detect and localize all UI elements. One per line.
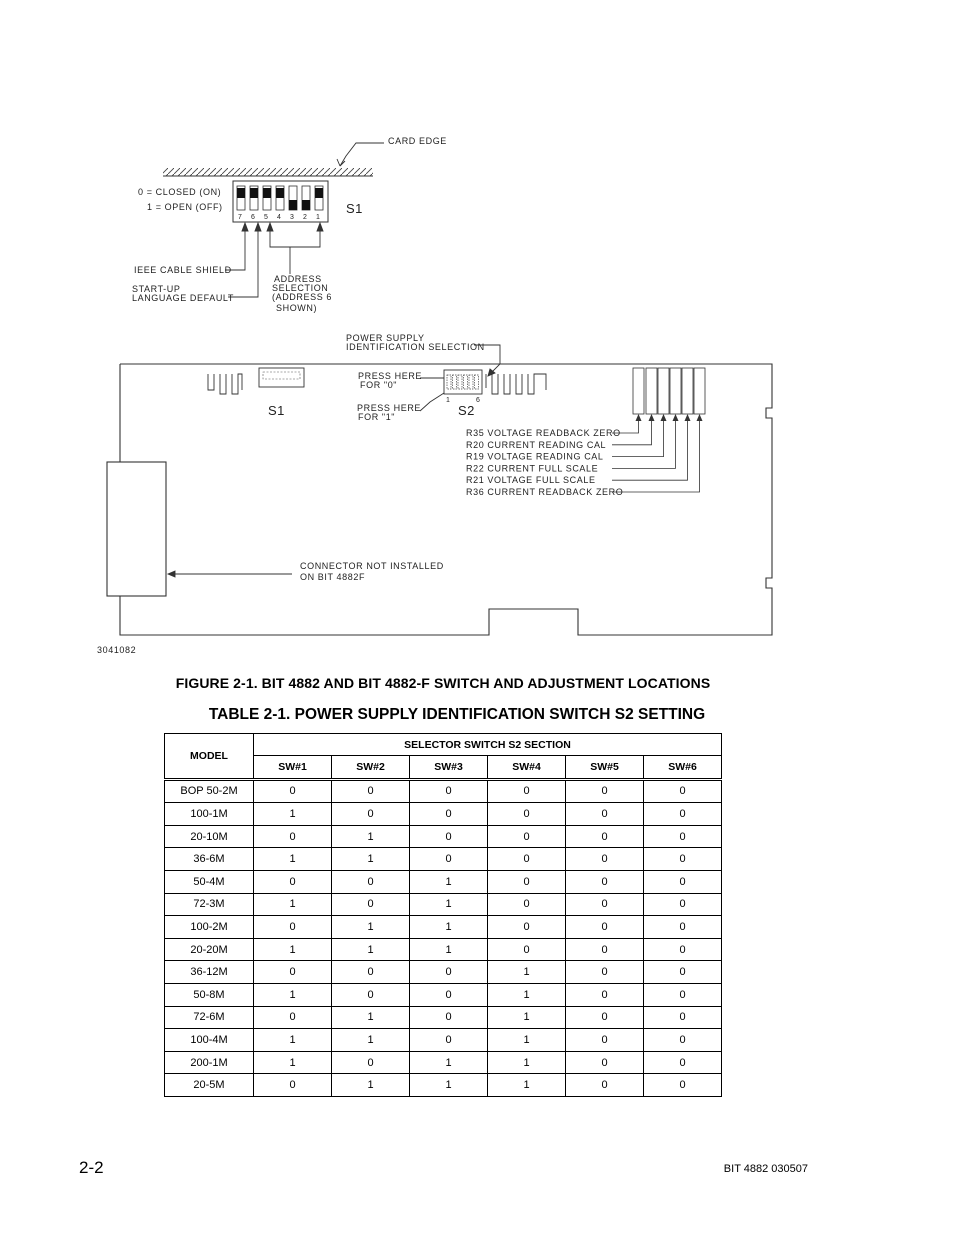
table-row — [165, 983, 722, 1006]
switch-value-cell: 0 — [254, 779, 332, 803]
model-cell: BOP 50-2M — [165, 779, 254, 803]
table-row — [165, 870, 722, 893]
switch-value-cell: 0 — [566, 848, 644, 871]
switch-value-cell: 0 — [410, 803, 488, 826]
dip-number: 4 — [277, 214, 281, 221]
table-title: TABLE 2-1. POWER SUPPLY IDENTIFICATION SWITCH S2 SETTING — [208, 706, 706, 723]
pot-arrow — [697, 414, 703, 421]
pot-label: R22 CURRENT FULL SCALE — [466, 463, 599, 474]
switch-value-cell: 0 — [410, 1006, 488, 1029]
address-label-2: SELECTION — [272, 283, 329, 293]
switch-value-cell: 1 — [410, 1074, 488, 1097]
column-header: SW#4 — [488, 756, 566, 780]
pot-label: R20 CURRENT READING CAL — [466, 439, 607, 450]
switch-value-cell: 1 — [332, 1006, 410, 1029]
switch-value-cell: 0 — [410, 848, 488, 871]
potentiometer — [633, 368, 644, 414]
model-cell: 20-10M — [165, 825, 254, 848]
switch-value-cell: 1 — [410, 893, 488, 916]
pot-arrow — [673, 414, 679, 421]
press1-label-2: FOR "1" — [358, 412, 396, 422]
switch-value-cell: 0 — [410, 825, 488, 848]
switch-value-cell: 1 — [410, 1051, 488, 1074]
document-id: BIT 4882 030507 — [723, 1163, 808, 1175]
switch-value-cell: 0 — [566, 938, 644, 961]
switch-value-cell: 0 — [332, 893, 410, 916]
switch-value-cell: 0 — [644, 1006, 722, 1029]
potentiometer — [682, 368, 693, 414]
pot-arrow — [649, 414, 655, 421]
s2-section — [464, 375, 468, 389]
drawing-number: 3041082 — [97, 645, 137, 655]
board-s1-switch — [259, 368, 304, 418]
switch-value-cell: 1 — [254, 803, 332, 826]
pot-callout-line — [612, 420, 664, 457]
switch-value-cell: 0 — [254, 870, 332, 893]
pot-arrow — [685, 414, 691, 421]
switch-value-cell: 1 — [254, 848, 332, 871]
potentiometer — [658, 368, 669, 414]
switch-value-cell: 0 — [644, 803, 722, 826]
board-s2-label: S2 — [458, 403, 475, 418]
switch-value-cell: 0 — [332, 779, 410, 803]
s2-section — [447, 375, 451, 389]
board-outline — [120, 364, 772, 635]
dip-number: 5 — [264, 214, 268, 221]
startup-label-1: START-UP — [132, 284, 181, 294]
s1-detail-label: S1 — [346, 201, 363, 216]
switch-value-cell: 0 — [488, 870, 566, 893]
switch-value-cell: 1 — [488, 1074, 566, 1097]
dip-number: 2 — [303, 214, 307, 221]
switch-value-cell: 0 — [254, 916, 332, 939]
press0-label-2: FOR "0" — [360, 380, 398, 390]
switch-value-cell: 0 — [488, 893, 566, 916]
switch-value-cell: 0 — [488, 848, 566, 871]
pot-label: R21 VOLTAGE FULL SCALE — [466, 475, 596, 486]
switch-value-cell: 0 — [644, 1029, 722, 1052]
connector — [107, 462, 166, 596]
switch-value-cell: 1 — [488, 983, 566, 1006]
s2-setting-table — [164, 733, 722, 1097]
potentiometer — [670, 368, 681, 414]
pot-callout-line — [612, 420, 688, 480]
switch-value-cell: 0 — [644, 848, 722, 871]
address-label-4: SHOWN) — [276, 303, 318, 313]
switch-value-cell: 1 — [332, 916, 410, 939]
column-header: SW#2 — [332, 756, 410, 780]
switch-value-cell: 0 — [488, 779, 566, 803]
card-edge-label: CARD EDGE — [388, 136, 447, 146]
s2-callouts — [420, 345, 500, 411]
legend-closed: 0 = CLOSED (ON) — [138, 187, 222, 197]
column-header: SW#3 — [410, 756, 488, 780]
address-label-3: (ADDRESS 6 — [272, 292, 333, 302]
dip-number: 3 — [290, 214, 294, 221]
switch-value-cell: 1 — [488, 1029, 566, 1052]
s2-number-6: 6 — [476, 397, 480, 404]
model-cell: 72-6M — [165, 1006, 254, 1029]
switch-value-cell: 1 — [332, 848, 410, 871]
model-cell: 20-5M — [165, 1074, 254, 1097]
switch-value-cell: 0 — [566, 916, 644, 939]
switch-value-cell: 1 — [254, 983, 332, 1006]
switch-value-cell: 1 — [332, 1029, 410, 1052]
switch-value-cell: 1 — [332, 1074, 410, 1097]
switch-value-cell: 0 — [644, 779, 722, 803]
potentiometer-group — [612, 368, 705, 492]
switch-value-cell: 0 — [332, 870, 410, 893]
s2-section — [453, 375, 457, 389]
dip-number: 1 — [316, 214, 320, 221]
switch-value-cell: 0 — [254, 1074, 332, 1097]
table-row — [165, 1074, 722, 1097]
switch-value-cell: 0 — [566, 1006, 644, 1029]
dip-number: 6 — [251, 214, 255, 221]
switch-value-cell: 1 — [254, 938, 332, 961]
model-cell: 36-6M — [165, 848, 254, 871]
switch-value-cell: 0 — [254, 961, 332, 984]
board-s1-label: S1 — [268, 403, 285, 418]
switch-value-cell: 0 — [566, 893, 644, 916]
press1-label-1: PRESS HERE — [357, 403, 422, 413]
table-row — [165, 803, 722, 826]
switch-value-cell: 0 — [332, 803, 410, 826]
switch-value-cell: 0 — [644, 825, 722, 848]
table-row — [165, 825, 722, 848]
legend-open: 1 = OPEN (OFF) — [147, 202, 223, 212]
connector-label-2: ON BIT 4882F — [300, 572, 366, 582]
dip-number: 7 — [238, 214, 242, 221]
switch-value-cell: 0 — [644, 893, 722, 916]
dip-knob — [315, 188, 323, 198]
s2-number-1: 1 — [446, 397, 450, 404]
switch-value-cell: 1 — [254, 1051, 332, 1074]
model-cell: 200-1M — [165, 1051, 254, 1074]
column-header: SW#1 — [254, 756, 332, 780]
switch-value-cell: 0 — [644, 938, 722, 961]
switch-value-cell: 0 — [644, 1074, 722, 1097]
model-cell: 20-20M — [165, 938, 254, 961]
model-cell: 100-2M — [165, 916, 254, 939]
startup-label-2: LANGUAGE DEFAULT — [132, 293, 234, 303]
switch-value-cell: 0 — [566, 1074, 644, 1097]
s2-section — [469, 375, 473, 389]
switch-value-cell: 0 — [410, 1029, 488, 1052]
switch-value-cell: 0 — [566, 961, 644, 984]
model-header: MODEL — [165, 734, 254, 780]
table-row — [165, 916, 722, 939]
model-cell: 36-12M — [165, 961, 254, 984]
table-row — [165, 848, 722, 871]
press0-label-1: PRESS HERE — [358, 371, 423, 381]
switch-value-cell: 0 — [566, 983, 644, 1006]
pot-label: R35 VOLTAGE READBACK ZERO — [466, 428, 621, 438]
switch-value-cell: 1 — [488, 1051, 566, 1074]
column-header: SW#5 — [566, 756, 644, 780]
switch-value-cell: 1 — [488, 1006, 566, 1029]
switch-value-cell: 0 — [644, 916, 722, 939]
s2-section — [458, 375, 462, 389]
switch-value-cell: 0 — [566, 870, 644, 893]
table-row — [165, 1029, 722, 1052]
dip-knob — [289, 200, 297, 210]
dip-knob — [237, 188, 245, 198]
switch-value-cell: 0 — [644, 870, 722, 893]
switch-value-cell: 0 — [488, 803, 566, 826]
dip-knob — [250, 188, 258, 198]
switch-value-cell: 1 — [254, 1029, 332, 1052]
switch-value-cell: 0 — [488, 825, 566, 848]
switch-value-cell: 1 — [488, 961, 566, 984]
switch-value-cell: 0 — [566, 803, 644, 826]
model-cell: 50-4M — [165, 870, 254, 893]
board-s2-switch — [444, 370, 482, 418]
table-row — [165, 1051, 722, 1074]
pot-arrow — [636, 414, 642, 421]
dip-knob — [276, 188, 284, 198]
switch-value-cell: 0 — [644, 983, 722, 1006]
pot-label: R36 CURRENT READBACK ZERO — [466, 487, 624, 497]
switch-value-cell: 1 — [410, 870, 488, 893]
pot-label: R19 VOLTAGE READING CAL — [466, 451, 604, 462]
switch-value-cell: 0 — [644, 961, 722, 984]
switch-value-cell: 0 — [410, 779, 488, 803]
switch-value-cell: 0 — [566, 779, 644, 803]
switch-value-cell: 0 — [332, 961, 410, 984]
psid-label-2: IDENTIFICATION SELECTION — [346, 342, 485, 352]
column-header: SW#6 — [644, 756, 722, 780]
switch-value-cell: 1 — [254, 893, 332, 916]
model-cell: 72-3M — [165, 893, 254, 916]
switch-value-cell: 0 — [566, 825, 644, 848]
connector-label-1: CONNECTOR NOT INSTALLED — [300, 561, 444, 571]
dip-knob — [263, 188, 271, 198]
ieee-shield-label: IEEE CABLE SHIELD — [134, 265, 232, 275]
switch-value-cell: 0 — [410, 983, 488, 1006]
switch-value-cell: 1 — [410, 938, 488, 961]
model-cell: 50-8M — [165, 983, 254, 1006]
section-header: SELECTOR SWITCH S2 SECTION — [254, 734, 722, 756]
connector-callout — [168, 571, 292, 577]
table-row — [165, 938, 722, 961]
potentiometer — [694, 368, 705, 414]
switch-value-cell: 0 — [332, 1051, 410, 1074]
switch-value-cell: 0 — [566, 1029, 644, 1052]
table-row — [165, 961, 722, 984]
table-row — [165, 779, 722, 803]
pot-arrow — [661, 414, 667, 421]
table-row — [165, 893, 722, 916]
switch-value-cell: 0 — [488, 938, 566, 961]
card-edge — [163, 136, 447, 176]
pot-callout-line — [612, 420, 676, 468]
switch-value-cell: 0 — [254, 825, 332, 848]
s1-dip-switch-detail — [138, 181, 363, 222]
switch-value-cell: 0 — [644, 1051, 722, 1074]
switch-value-cell: 1 — [332, 938, 410, 961]
model-cell: 100-4M — [165, 1029, 254, 1052]
switch-value-cell: 0 — [410, 961, 488, 984]
switch-value-cell: 0 — [566, 1051, 644, 1074]
switch-value-cell: 0 — [254, 1006, 332, 1029]
switch-value-cell: 0 — [332, 983, 410, 1006]
switch-value-cell: 1 — [332, 825, 410, 848]
switch-value-cell: 0 — [488, 916, 566, 939]
potentiometer — [646, 368, 657, 414]
model-cell: 100-1M — [165, 803, 254, 826]
address-label-1: ADDRESS — [274, 274, 322, 284]
psid-label-1: POWER SUPPLY — [346, 333, 425, 343]
page-number: 2-2 — [79, 1158, 104, 1177]
pot-callout-line — [612, 420, 700, 492]
s2-section — [475, 375, 479, 389]
table-row — [165, 1006, 722, 1029]
switch-value-cell: 1 — [410, 916, 488, 939]
dip-knob — [302, 200, 310, 210]
figure-caption: FIGURE 2-1. BIT 4882 AND BIT 4882-F SWITCH AND ADJUSTMENT LOCATIONS — [175, 675, 711, 691]
